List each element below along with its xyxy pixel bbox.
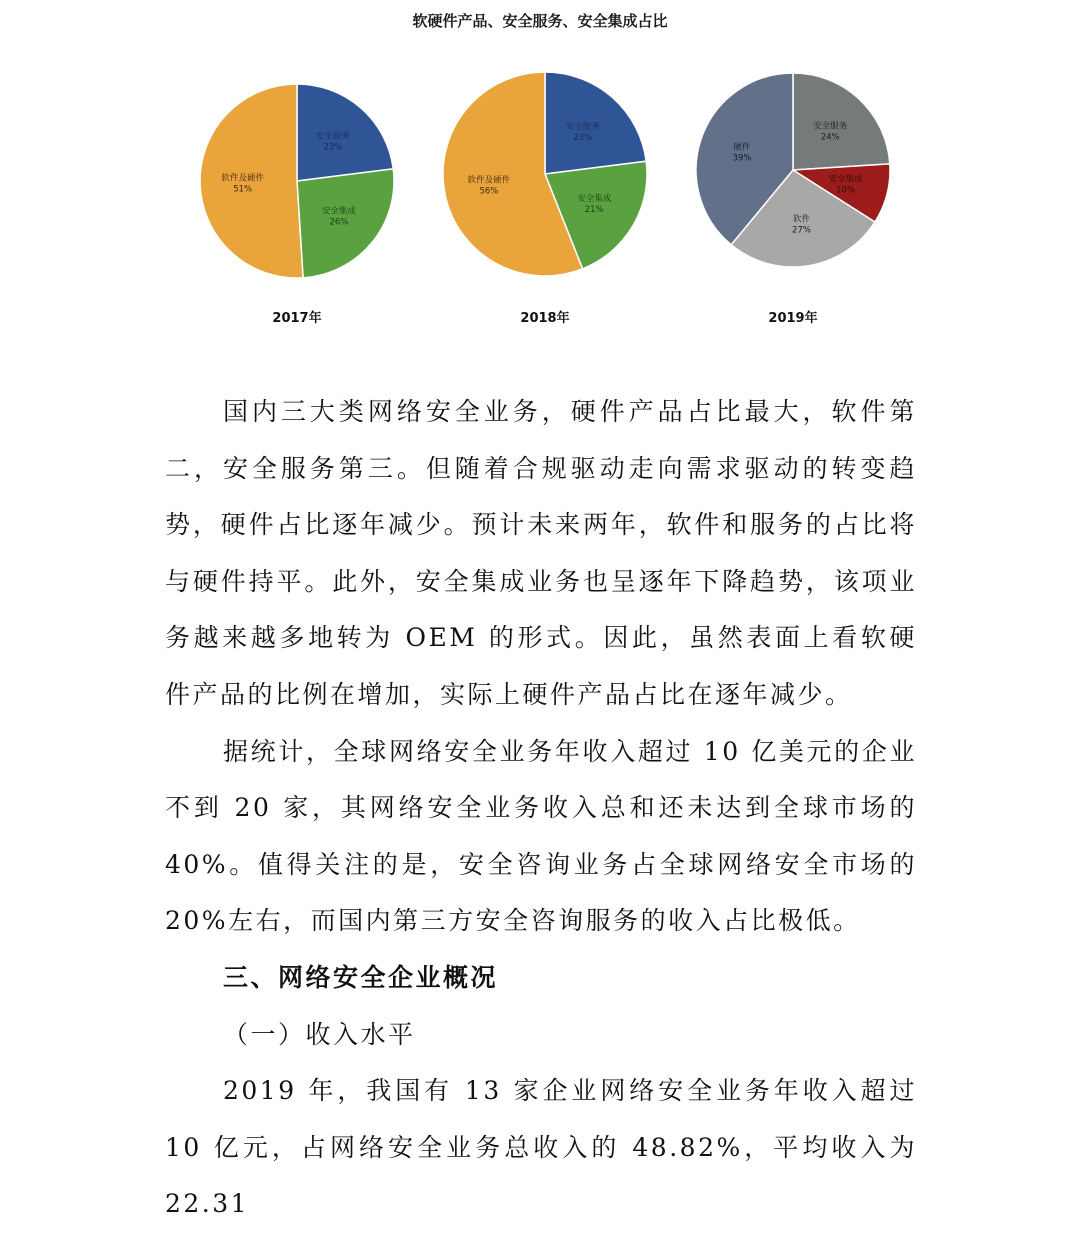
pie-year-label: 2018年: [520, 311, 570, 326]
pie-year-label: 2019年: [768, 311, 818, 326]
slice-label: 软件: [792, 214, 811, 225]
slice-percent: 51%: [233, 184, 253, 195]
slice-percent: 24%: [820, 132, 840, 143]
slice-label: 安全集成: [828, 174, 863, 185]
slice-percent: 39%: [732, 153, 752, 164]
document-body: [165, 384, 917, 1233]
slice-percent: 23%: [573, 133, 593, 144]
slice-label: 安全服务: [813, 121, 848, 132]
pie-chart-2019: [696, 73, 890, 326]
subsection-heading: （一）收入水平: [223, 1019, 416, 1049]
slice-percent: 27%: [792, 225, 811, 236]
paragraph-3: 2019 年，我国有 13 家企业网络安全业务年收入超过 10 亿元，占网络安全业务总收入的 48.82%，平均收入为 22.31: [165, 1076, 917, 1219]
slice-label: 硬件: [733, 142, 751, 153]
slice-label: 安全集成: [577, 194, 612, 205]
paragraph-1: 国内三大类网络安全业务，硬件产品占比最大，软件第二，安全服务第三。但随着合规驱动走向需求驱动的转变趋势，硬件占比逐年减少。预计未来两年，软件和服务的占比将与硬件持平。此外，安全集成业务也呈逐年下降趋势，该项业务越来越多地转为 OEM 的形式。因此，虽然表面上看软硬件产品的比例在增加，实际上硬件产品占比在逐年减少。: [165, 397, 917, 709]
slice-percent: 10%: [836, 185, 856, 196]
slice-label: 安全集成: [321, 206, 356, 217]
slice-label: 安全服务: [315, 131, 350, 142]
slice-percent: 23%: [323, 142, 343, 153]
slice-percent: 21%: [584, 205, 604, 216]
figure-title: 软硬件产品、安全服务、安全集成占比: [412, 12, 668, 30]
slice-label: 软件及硬件: [467, 175, 511, 186]
slice-label: 软件及硬件: [221, 173, 264, 184]
paragraph-2: 据统计，全球网络安全业务年收入超过 10 亿美元的企业不到 20 家，其网络安全业务收入总和还未达到全球市场的 40%。值得关注的是，安全咨询业务占全球网络安全市场的 20%左右，而国内第三方安全咨询服务的收入占比极低。: [165, 736, 917, 936]
slice-percent: 26%: [329, 217, 349, 228]
section-heading: 三、网络安全企业概况: [223, 962, 499, 992]
slice-label: 安全服务: [565, 122, 600, 133]
pie-chart-2017: [200, 84, 394, 326]
pie-charts: [0, 60, 1080, 350]
pie-chart-2018: [443, 72, 647, 326]
slice-percent: 56%: [479, 186, 499, 197]
pie-year-label: 2017年: [272, 311, 322, 326]
